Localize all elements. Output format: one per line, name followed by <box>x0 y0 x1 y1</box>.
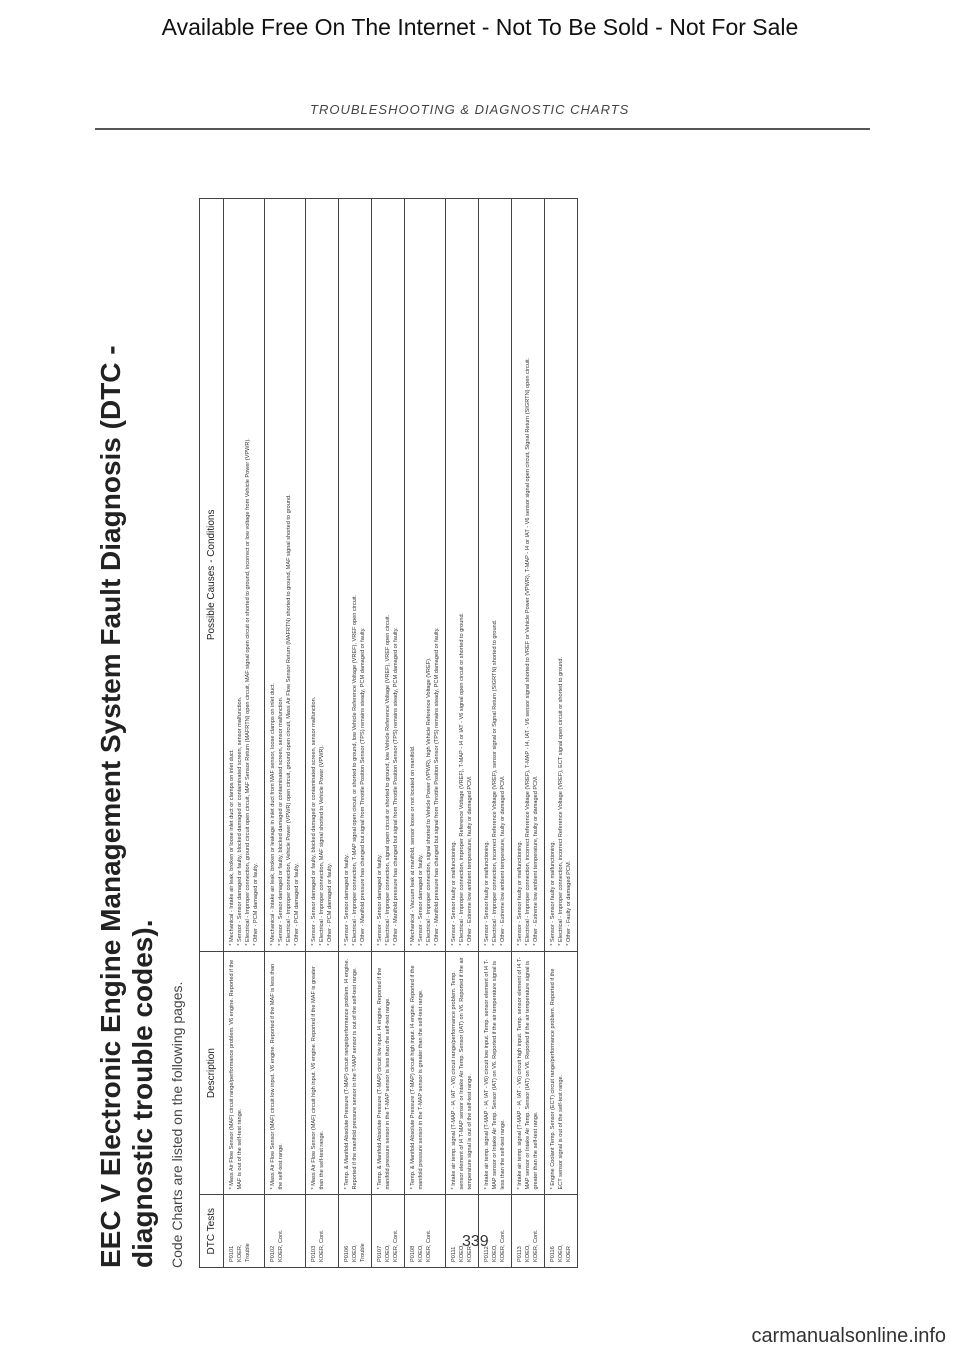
possible-causes-cell <box>339 199 372 952</box>
table-header-row <box>200 199 224 1268</box>
cause-line: * Other - PCM damaged or faulty. <box>253 863 259 946</box>
dtc-code-line: P0108 <box>410 1245 416 1262</box>
description-cell: * Mass Air Flow Sensor (MAF) circuit low input. V6 engine. Reported if the MAF is less than the self-test range. <box>265 951 306 1195</box>
description-cell: * Mass Air Flow Sensor (MAF) circuit range/performance problem. V6 engine. Reported if the MAF is out of the self-test range. <box>224 951 265 1195</box>
dtc-code-line: KOER, Cont. <box>278 1229 284 1262</box>
dtc-code-line: KOER, Cont. <box>533 1229 539 1262</box>
cause-line: * Electrical - Improper connection, ground circuit open circuit, MAF Sensor Return (MAFRTN) open circuit, MAF signal open circuit or shorted to ground, incorrect or low voltage from Vehicle Power (VPWR). <box>245 438 251 946</box>
cause-line: * Electrical - Improper connection, T-MAP signal open circuit, or shorted to ground, low Vehicle Reference Voltage (VREF), VREF open circuit. <box>352 594 358 946</box>
description-cell: * Temp. & Manifold Absolute Pressure (T-MAP) circuit high input. I4 engine. Reported if the manifold pressure sensor in the T-MAP sensor is greater than the self-test range. <box>405 951 446 1195</box>
dtc-code-line: KOEO, <box>525 1244 531 1262</box>
dtc-code-cell <box>446 1195 479 1268</box>
table-row <box>306 199 339 1268</box>
possible-causes-cell <box>265 199 306 952</box>
dtc-code-line: P0103 <box>311 1245 317 1262</box>
page-title: EEC V Electronic Engine Management System Fault Diagnosis (DTC - diagnostic trouble codes). <box>95 345 158 1268</box>
table-row <box>545 199 578 1268</box>
cause-line: * Other - Faulty or damaged PCM. <box>566 860 572 946</box>
cause-line: * Sensor - Sensor damaged or faulty. <box>377 854 383 946</box>
cause-line: * Other - Manifold pressure has changed but signal from Throttle Position Sensor (TPS) remains steady, PCM damaged or faulty. <box>393 627 399 946</box>
intro-text: Code Charts are listed on the following pages. <box>169 981 185 1268</box>
table-row <box>446 199 479 1268</box>
cause-line: * Electrical - Improper connection, signal shorted to Vehicle Power (VPWR), high Vehicle Reference Voltage (VREF). <box>426 657 432 946</box>
dtc-code-line: P0112 <box>484 1246 490 1262</box>
dtc-code-line: KOER, Cont. <box>500 1229 506 1262</box>
possible-causes-cell <box>545 199 578 952</box>
table-row <box>339 199 372 1268</box>
table-row <box>512 199 545 1268</box>
dtc-code-cell <box>339 1195 372 1268</box>
table-row <box>372 199 405 1268</box>
cause-line: * Electrical - Improper connection, incorrect Reference Voltage (VREF), T-MAP - I4, IAT - V6 sensor signal shorted to VREF or Vehicle Power (VPWR), T-MAP - I4 or IAT - V6 sensor signal open circuit, Signal Return (SIGRTN) open circuit. <box>525 357 531 946</box>
table-row <box>479 199 512 1268</box>
dtc-code-line: KOER <box>467 1246 473 1262</box>
cause-line: * Mechanical - Intake air leak, broken or leakage in inlet duct from MAF sensor, loose clamps on inlet duct. <box>270 682 276 946</box>
page-number: 339 <box>462 1233 489 1250</box>
possible-causes-cell <box>224 199 265 952</box>
dtc-code-line: KOER <box>566 1246 572 1262</box>
cause-line: * Sensor - Sensor damaged or faulty. <box>418 854 424 946</box>
possible-causes-cell <box>405 199 446 952</box>
possible-causes-cell <box>479 199 512 952</box>
description-cell: * Intake air temp. signal (T-MAP - I4, IAT - V6) circuit low input. Temp. sensor element of I4 T-MAP sensor or Intake Air Temp. Sensor (IAT) on V6. Reported if the air temperature signal is less than the self-test range. <box>479 951 512 1195</box>
cause-line: * Other - Extreme low ambient temperature, faulty or damaged PCM. <box>467 775 473 946</box>
cause-line: * Mechanical - Vacuum leak at manifold, sensor loose or not located on manifold. <box>410 745 416 946</box>
cause-line: * Mechanical - Intake air leak, broken or loose inlet duct or clamps on inlet duct. <box>229 749 235 946</box>
table-row <box>224 199 265 1268</box>
header-rule <box>95 128 870 130</box>
cause-line: * Sensor - Sensor faulty or malfunctioning. <box>451 840 457 946</box>
cause-line: * Sensor - Sensor damaged or faulty. <box>344 854 350 946</box>
dtc-code-line: P0101 <box>229 1245 235 1262</box>
dtc-code-line: KOEO, <box>558 1244 564 1262</box>
description-cell: * Mass Air Flow Sensor (MAF) circuit high input. V6 engine. Reported if the MAF is greater than the self-test range. <box>306 951 339 1195</box>
dtc-code-line: KOEO, <box>352 1244 358 1262</box>
dtc-code-cell <box>306 1195 339 1268</box>
dtc-code-line: KOER, Cont. <box>426 1229 432 1262</box>
dtc-code-line: Trouble <box>245 1243 251 1262</box>
dtc-code-line: KOEO, <box>418 1244 424 1262</box>
dtc-code-line: KOEO, <box>385 1244 391 1262</box>
possible-causes-cell <box>446 199 479 952</box>
cause-line: * Electrical - Improper connection, improper Reference Voltage (VREF), T-MAP - I4 or IAT - V6 signal open circuit or shorted to ground. <box>459 612 465 946</box>
description-cell: * Temp. & Manifold Absolute Pressure (T-MAP) circuit range/performance problem. I4 engine. Reported if the manifold pressure sensor in the T-MAP sensor is out of the self-test range. <box>339 951 372 1195</box>
table-body <box>224 199 578 1268</box>
cause-line: * Electrical - Improper connection, incorrect Reference Voltage (VREF), sensor signal or Signal Return (SIGRTN) shorted to ground. <box>492 619 498 946</box>
description-cell: * Temp. & Manifold Absolute Pressure (T-MAP) circuit low input. I4 engine. Reported if the manifold pressure sensor in the T-MAP sensor is less than the self-test range. <box>372 951 405 1195</box>
dtc-code-cell <box>479 1195 512 1268</box>
cause-line: * Other - PCM damaged or faulty. <box>327 863 333 946</box>
table-row <box>265 199 306 1268</box>
running-header: TROUBLESHOOTING & DIAGNOSTIC CHARTS <box>310 102 630 117</box>
cause-line: * Sensor - Sensor damaged or faulty, blocked damaged or contaminated screen, sensor malfunction. <box>278 696 284 946</box>
dtc-code-line: P0113 <box>517 1246 523 1262</box>
possible-causes-cell <box>372 199 405 952</box>
dtc-code-cell <box>265 1195 306 1268</box>
dtc-code-cell <box>405 1195 446 1268</box>
column-header-dtc-tests: DTC Tests <box>200 1195 224 1268</box>
cause-line: * Sensor - Sensor damaged or faulty, blocked damaged or contaminated screen, sensor malfunction. <box>237 696 243 946</box>
dtc-code-cell <box>224 1195 265 1268</box>
watermark-footer: carmanualsonline.info <box>751 1325 946 1347</box>
cause-line: * Electrical - Improper connection, MAF signal shorted to Vehicle Power (VPWR). <box>319 745 325 946</box>
dtc-code-cell <box>372 1195 405 1268</box>
dtc-code-line: P0106 <box>344 1245 350 1262</box>
cause-line: * Other - Manifold pressure has changed but signal from Throttle Position Sensor (TPS) remains steady, PCM damaged or faulty. <box>434 627 440 946</box>
table-row <box>405 199 446 1268</box>
cause-line: * Other - Manifold pressure has changed but signal from Throttle Position Sensor (TPS) remains steady, PCM damaged or faulty. <box>360 627 366 946</box>
description-cell: * Engine Coolant Temp. Sensor (ECT) circuit range/performance problem. Reported if the ECT sensor signal is out of the self-test range. <box>545 951 578 1195</box>
possible-causes-cell <box>306 199 339 952</box>
dtc-code-line: P0107 <box>377 1245 383 1262</box>
watermark-banner: Available Free On The Internet - Not To Be Sold - Not For Sale <box>161 14 799 40</box>
cause-line: * Electrical - Improper connection, signal open circuit or shorted to ground, low Vehicle Reference Voltage (VREF), VREF open circuit. <box>385 614 391 946</box>
dtc-code-line: KOER, <box>237 1244 243 1262</box>
cause-line: * Electrical - Improper connection, Vehicle Power (VPWR) open circuit, ground open circuit, Mass Air Flow Sensor Return (MAFRTN) shorted to ground, MAF signal shorted to ground. <box>286 494 292 946</box>
column-header-possible-causes: Possible Causes - Conditions <box>200 199 224 952</box>
description-cell: * Intake air temp. signal (T-MAP - I4, IAT - V6) circuit high input. Temp. sensor element of I4 T-MAP sensor or Intake Air Temp. Sensor (IAT) on V6. Reported if the air temperature signal is greater than the self-test range. <box>512 951 545 1195</box>
possible-causes-cell <box>512 199 545 952</box>
cause-line: * Sensor - Sensor damaged or faulty, blocked damaged or contaminated screen, sensor malfunction. <box>311 696 317 946</box>
cause-line: * Other - Extreme low ambient temperature, faulty or damaged PCM. <box>533 775 539 946</box>
column-header-description: Description <box>200 951 224 1195</box>
cause-line: * Sensor - Sensor faulty or malfunctioning. <box>484 840 490 946</box>
cause-line: * Other - Extreme low ambient temperature, faulty or damaged PCM. <box>500 775 506 946</box>
cause-line: * Electrical - Improper connection, incorrect Reference Voltage (VREF), ECT signal open circuit or shorted to ground. <box>558 656 564 946</box>
dtc-table <box>199 198 578 1268</box>
cause-line: * Sensor - Sensor faulty or malfunctioning. <box>517 840 523 946</box>
dtc-code-line: P0102 <box>270 1245 276 1262</box>
dtc-code-line: KOEO, <box>492 1244 498 1262</box>
rotated-page-content <box>95 168 855 1268</box>
dtc-code-cell <box>512 1195 545 1268</box>
dtc-code-line: P0111 <box>451 1246 457 1262</box>
description-cell: * Intake air temp. signal (T-MAP - I4, IAT - V6) circuit range/performance problem. Temp. sensor element of I4 T-MAP sensor or Intake Air Temp. Sensor (IAT) on V6. Reported if the air temperature signal is out of the self-test range. <box>446 951 479 1195</box>
dtc-code-line: KOER, Cont. <box>393 1229 399 1262</box>
cause-line: * Sensor - Sensor faulty or malfunctioning. <box>550 840 556 946</box>
dtc-code-line: KOER, Cont. <box>319 1229 325 1262</box>
dtc-code-line: KOEO, <box>459 1244 465 1262</box>
dtc-code-line: Trouble <box>360 1243 366 1262</box>
dtc-code-cell <box>545 1195 578 1268</box>
cause-line: * Other - PCM damaged or faulty. <box>294 863 300 946</box>
dtc-code-line: P0116 <box>550 1246 556 1262</box>
